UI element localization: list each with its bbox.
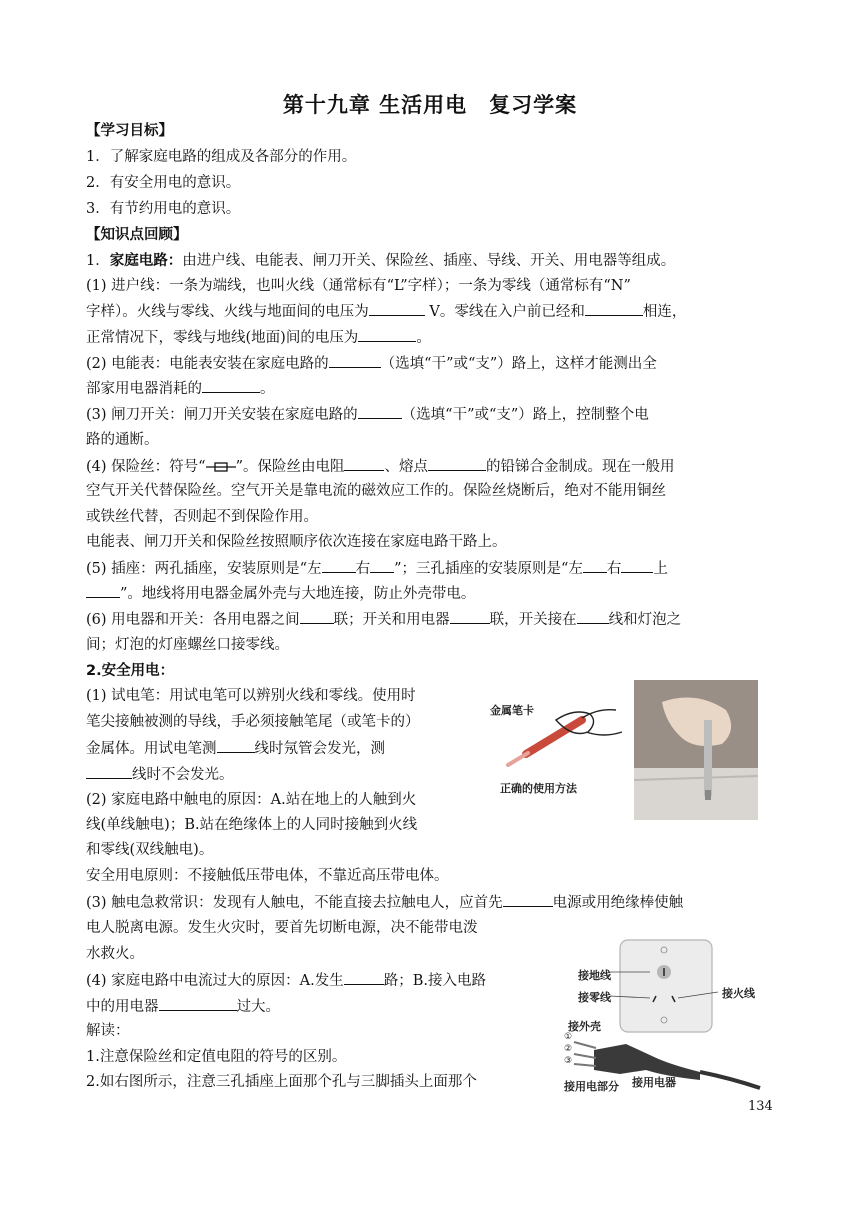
part2-line-3 <box>86 738 385 759</box>
blank[interactable] <box>344 970 384 985</box>
text: (4) 家庭电路中电流过大的原因：A.发生 <box>86 973 344 989</box>
text: 。 <box>416 330 431 346</box>
electrical-part-label: 接用电部分 <box>564 1080 619 1093</box>
text: 上 <box>653 561 668 577</box>
test-pen-illustration <box>486 680 758 820</box>
text: (4) 保险丝：符号“ <box>86 459 206 475</box>
part2-line-9 <box>86 892 683 913</box>
text: ”。地线将用电器金属外壳与大地连接，防止外壳带电。 <box>120 586 476 602</box>
blank[interactable] <box>369 301 425 316</box>
part1-line-6 <box>86 404 649 425</box>
pin-3-label: ③ <box>564 1056 573 1066</box>
text: 联，开关接在 <box>489 612 577 628</box>
part1-line-14 <box>86 609 681 630</box>
text: 线和灯泡之 <box>608 612 682 628</box>
text: (3) 触电急救常识：发现有人触电，不能直接去拉触电人，应首先 <box>86 895 503 911</box>
blank[interactable] <box>370 558 394 573</box>
pin-1-label: ① <box>564 1032 573 1042</box>
goals-heading: 【学习目标】 <box>86 123 173 139</box>
blank[interactable] <box>503 892 553 907</box>
blank[interactable] <box>202 378 260 393</box>
note-1: 1.注意保险丝和定值电阻的符号的区别。 <box>86 1049 347 1065</box>
appliance-label: 接用电器 <box>632 1076 676 1089</box>
blank[interactable] <box>577 609 609 624</box>
socket-plug-figure <box>560 938 780 1094</box>
text: 线时氖管会发光，测 <box>254 741 385 757</box>
text: 。 <box>260 381 275 397</box>
socket-plug-illustration <box>560 938 780 1094</box>
shell-label: 接外壳 <box>568 1020 601 1033</box>
text: （选填“干”或“支”）路上，控制整个电 <box>401 407 649 423</box>
blank[interactable] <box>585 301 643 316</box>
neutral-wire-label: 接零线 <box>578 991 611 1004</box>
part2-line-12 <box>86 970 486 991</box>
part2-line-4 <box>86 764 234 785</box>
blank[interactable] <box>300 609 334 624</box>
part2-line-6: 线(单线触电)；B.站在绝缘体上的人同时接触到火线 <box>86 817 418 833</box>
goal-3: 3．有节约用电的意识。 <box>86 201 241 217</box>
part1-line-1: (1) 进户线：一条为端线，也叫火线（通常标有“L”字样）；一条为零线（通常标有“N” <box>86 278 631 294</box>
part1-line-13 <box>86 583 475 604</box>
blank[interactable] <box>583 558 607 573</box>
part2-line-5: (2) 家庭电路中触电的原因：A.站在地上的人触到火 <box>86 792 417 808</box>
text: 中的用电器 <box>86 999 159 1015</box>
pin-2-label: ② <box>564 1044 573 1054</box>
part1-line-11: 电能表、闸刀开关和保险丝按照顺序依次连接在家庭电路干路上。 <box>86 534 507 550</box>
part1-line-2 <box>86 301 686 322</box>
part2-line-1: (1) 试电笔：用试电笔可以辨别火线和零线。使用时 <box>86 688 416 704</box>
blank[interactable] <box>621 558 653 573</box>
blank[interactable] <box>159 996 237 1011</box>
part1-line-12 <box>86 558 668 579</box>
part1-line-9: 空气开关代替保险丝。空气开关是靠电流的磁效应工作的。保险丝烧断后，绝对不能用铜丝 <box>86 483 666 499</box>
text: 右 <box>606 561 622 577</box>
test-pen-figure <box>486 680 758 820</box>
correct-method-label: 正确的使用方法 <box>500 782 577 795</box>
part2-line-7: 和零线(双线触电)。 <box>86 842 214 858</box>
part1-line-10: 或铁丝代替，否则起不到保险作用。 <box>86 509 318 525</box>
part1-intro-text: 由进户线、电能表、闸刀开关、保险丝、插座、导线、开关、用电器等组成。 <box>182 253 676 269</box>
text: ”；三孔插座的安装原则是“左 <box>394 561 583 577</box>
text: 部家用电器消耗的 <box>86 381 202 397</box>
part1-line-3 <box>86 327 431 348</box>
part1-line-7: 路的通断。 <box>86 432 159 448</box>
page-title: 第十九章 生活用电 复习学案 <box>282 93 578 117</box>
text: (3) 闸刀开关：闸刀开关安装在家庭电路的 <box>86 407 358 423</box>
text: (5) 插座：两孔插座，安装原则是“左 <box>86 561 322 577</box>
text: (6) 用电器和开关：各用电器之间 <box>86 612 300 628</box>
goal-2: 2．有安全用电的意识。 <box>86 175 241 191</box>
text: ”。保险丝由电阻 <box>235 459 345 475</box>
metal-clip-label: 金属笔卡 <box>490 704 534 717</box>
part2-line-11: 水救火。 <box>86 946 144 962</box>
blank[interactable] <box>358 327 416 342</box>
page-number: 134 <box>748 1099 773 1114</box>
text: 正常情况下，零线与地线(地面)间的电压为 <box>86 330 359 346</box>
text: 过大。 <box>236 999 280 1015</box>
text: 路；B.接入电路 <box>383 973 486 989</box>
goal-1: 1．了解家庭电路的组成及各部分的作用。 <box>86 149 357 165</box>
blank[interactable] <box>86 583 120 598</box>
text: 联；开关和用电器 <box>333 612 450 628</box>
part1-line-8 <box>86 456 674 477</box>
part2-heading: 2.安全用电： <box>86 663 175 679</box>
text: 相连， <box>642 304 687 320</box>
text: （选填“干”或“支”）路上，这样才能测出全 <box>380 356 657 372</box>
blank[interactable] <box>329 353 381 368</box>
part2-line-8: 安全用电原则：不接触低压带电体，不靠近高压带电体。 <box>86 868 449 884</box>
text: 的铅锑合金制成。现在一般用 <box>485 459 675 475</box>
blank[interactable] <box>450 609 490 624</box>
part2-line-13 <box>86 996 280 1017</box>
blank[interactable] <box>86 764 132 779</box>
text: 线时不会发光。 <box>132 767 234 783</box>
text: 金属体。用试电笔测 <box>86 741 217 757</box>
part1-number: 1． <box>86 253 110 269</box>
part1-intro <box>86 251 675 271</box>
text: (2) 电能表：电能表安装在家庭电路的 <box>86 356 329 372</box>
blank[interactable] <box>322 558 356 573</box>
review-heading: 【知识点回顾】 <box>86 227 188 243</box>
part1-line-5 <box>86 378 275 399</box>
part1-line-4 <box>86 353 657 374</box>
blank[interactable] <box>217 738 255 753</box>
text: 右 <box>355 561 371 577</box>
note-2: 2.如右图所示，注意三孔插座上面那个孔与三脚插头上面那个 <box>86 1074 477 1090</box>
part2-line-10: 电人脱离电源。发生火灾时，要首先切断电源，决不能带电泼 <box>86 920 478 936</box>
part2-line-2: 笔尖接触被测的导线，手必须接触笔尾（或笔卡的） <box>86 714 420 730</box>
blank[interactable] <box>358 404 402 419</box>
text: 、熔点 <box>384 459 428 475</box>
notes-heading: 解读： <box>86 1023 130 1039</box>
live-wire-label: 接火线 <box>722 987 755 1000</box>
fuse-symbol-icon <box>206 461 236 473</box>
text: 电源或用绝缘棒使触 <box>552 895 684 911</box>
blank[interactable] <box>428 456 486 471</box>
text: 字样）。火线与零线、火线与地面间的电压为 <box>86 304 369 320</box>
part1-line-15: 间；灯泡的灯座螺丝口接零线。 <box>86 637 289 653</box>
part1-heading: 家庭电路： <box>109 253 183 269</box>
blank[interactable] <box>344 456 384 471</box>
ground-wire-label: 接地线 <box>578 969 611 982</box>
text: V。零线在入户前已经和 <box>429 304 585 320</box>
